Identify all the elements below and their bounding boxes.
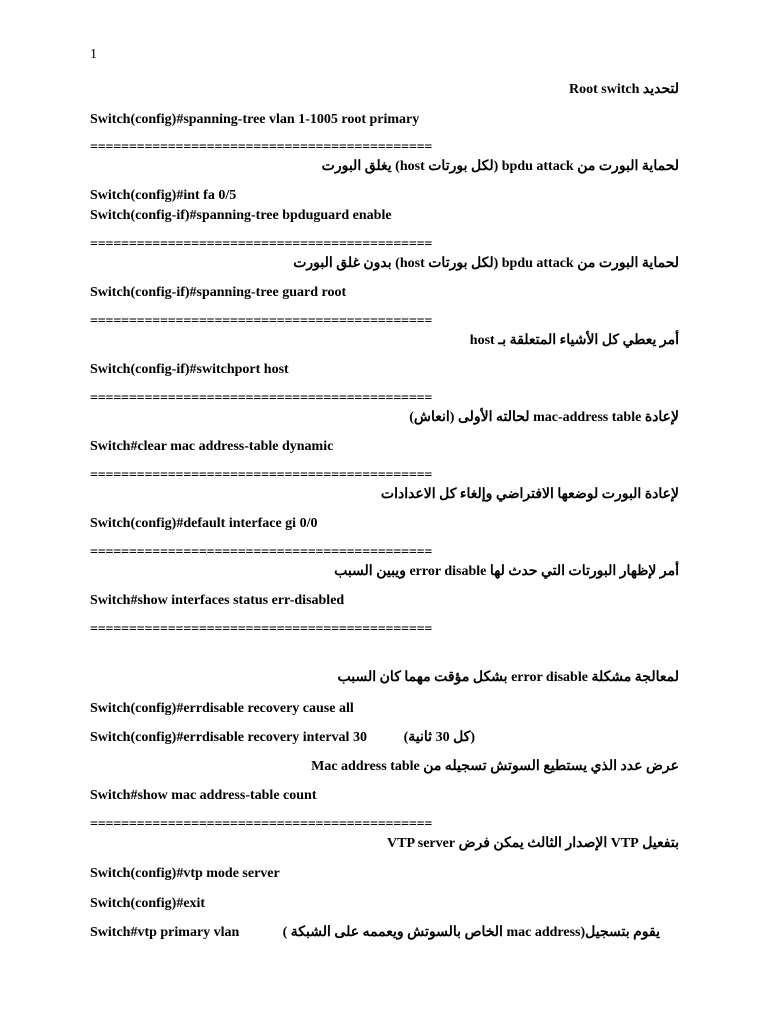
arabic-note: يقوم بتسجيل(mac address الخاص بالسوتش ويعممه على الشبكة ) xyxy=(282,925,660,940)
command-line: Switch(config)#errdisable recovery cause all xyxy=(90,701,354,716)
arabic-heading-clear-mac: لإعادة mac-address table لحالته الأولى (انعاش) xyxy=(409,410,679,425)
command-text: Switch(config)#errdisable recovery interval 30 xyxy=(90,730,367,745)
page-number: 1 xyxy=(90,47,97,62)
arabic-heading-root-switch: لتحديد Root switch xyxy=(568,82,679,97)
command-line: Switch#show mac address-table count xyxy=(90,788,317,803)
arabic-heading-bpduguard: لحماية البورت من bpdu attack (لكل بورتات host) يغلق البورت xyxy=(321,159,679,174)
command-line: Switch#show interfaces status err-disabled xyxy=(90,593,345,608)
separator-line: ============================================ xyxy=(90,545,433,560)
command-line: Switch(config)#exit xyxy=(90,896,206,911)
command-line: Switch(config)#vtp mode server xyxy=(90,866,280,881)
arabic-heading-default-interface: لإعادة البورت لوضعها الافتراضي وإلغاء كل الاعدادات xyxy=(380,487,679,502)
command-line: Switch(config)#spanning-tree vlan 1-1005 root primary xyxy=(90,112,420,127)
command-line: Switch(config)#default interface gi 0/0 xyxy=(90,516,318,531)
arabic-heading-errdisable-recovery: لمعالجة مشكلة error disable بشكل مؤقت مهما كان السبب xyxy=(337,670,679,685)
arabic-heading-guard-root: لحماية البورت من bpdu attack (لكل بورتات host) بدون غلق البورت xyxy=(293,256,679,271)
separator-line: ============================================ xyxy=(90,468,433,483)
arabic-heading-mac-count: عرض عدد الذي يستطيع السوتش تسجيله من Mac address table xyxy=(311,759,679,774)
separator-line: ============================================ xyxy=(90,391,433,406)
separator-line: ============================================ xyxy=(90,314,433,329)
command-line: Switch(config-if)#spanning-tree bpduguard enable xyxy=(90,208,392,223)
command-line: Switch#clear mac address-table dynamic xyxy=(90,439,334,454)
command-line-with-note xyxy=(90,729,679,747)
command-line: Switch(config-if)#switchport host xyxy=(90,362,289,377)
separator-line: ============================================ xyxy=(90,817,433,832)
arabic-note: (كل 30 ثانية) xyxy=(403,730,475,745)
command-line: Switch(config)#int fa 0/5 xyxy=(90,188,237,203)
separator-line: ============================================ xyxy=(90,622,433,637)
separator-line: ============================================ xyxy=(90,140,433,155)
arabic-heading-err-disabled: أمر لإظهار البورتات التي حدث لها error disable ويبين السبب xyxy=(334,564,679,579)
separator-line: ============================================ xyxy=(90,237,433,252)
arabic-heading-vtp: بتفعيل VTP الإصدار الثالث يمكن فرض VTP server xyxy=(387,836,679,851)
arabic-heading-switchport-host: أمر يعطي كل الأشياء المتعلقة بـ host xyxy=(469,333,679,348)
command-line: Switch(config-if)#spanning-tree guard root xyxy=(90,285,347,300)
command-text: Switch#vtp primary vlan xyxy=(90,925,240,940)
